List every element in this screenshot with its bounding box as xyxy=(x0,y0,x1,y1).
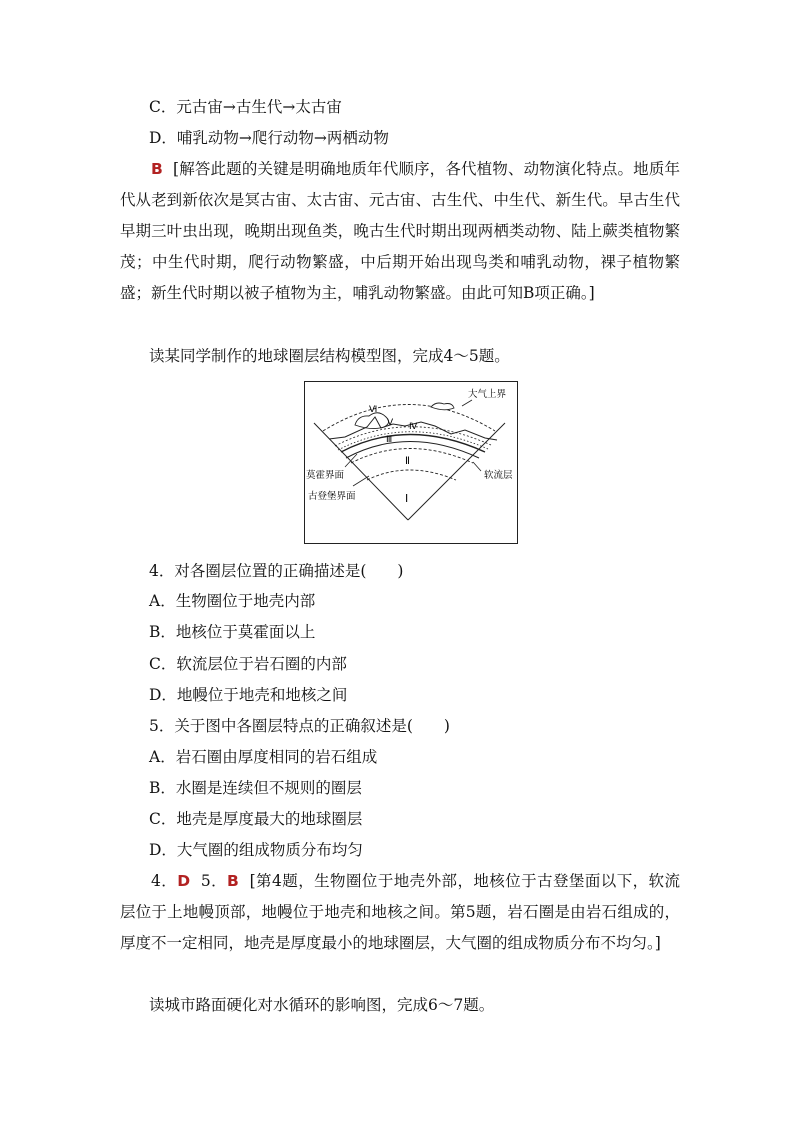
label-layer-iii: Ⅲ xyxy=(386,434,393,444)
q5-option-a: A．岩石圈由厚度相同的岩石组成 xyxy=(149,748,378,766)
q4-stem: 4．对各圈层位置的正确描述是( ) xyxy=(149,562,404,580)
q4-option-a: A．生物圈位于地壳内部 xyxy=(149,592,316,610)
label-asthenosphere: 软流层 xyxy=(484,471,513,481)
label-moho: 莫霍界面 xyxy=(306,471,345,481)
answer-4-letter: D xyxy=(177,872,191,890)
label-gutenberg: 古登堡界面 xyxy=(308,492,356,502)
label-layer-ii: Ⅱ xyxy=(405,456,410,467)
q4-option-b: B．地核位于莫霍面以上 xyxy=(149,623,316,641)
q5-stem: 5．关于图中各圈层特点的正确叙述是( ) xyxy=(149,717,450,735)
q3-explanation: [解答此题的关键是明确地质年代顺序，各代植物、动物演化特点。地质年代从老到新依次是冥古宙、太古宙、元古宙、古生代、中生代、新生代。早古生代早期三叶虫出现，晚期出现鱼类，晚古生代时期出现两栖类动物、陆上蕨类植物繁茂；中生代时期，爬行动物繁盛，中后期开始出现鸟类和哺乳动物，裸子植物繁盛；新生代时期以被子植物为主，哺乳动物繁盛。由此可知B项正确。] xyxy=(120,160,680,302)
q5-option-c: C．地壳是厚度最大的地球圈层 xyxy=(149,810,363,828)
intro-6-7: 读城市路面硬化对水循环的影响图，完成6～7题。 xyxy=(149,996,495,1014)
answer-5-letter: B xyxy=(227,872,239,890)
q3-option-d: D．哺乳动物→爬行动物→两栖动物 xyxy=(149,129,389,147)
label-atmosphere-top: 大气上界 xyxy=(468,390,507,400)
answers-4-5 xyxy=(120,866,680,959)
q4-option-d: D．地幔位于地壳和地核之间 xyxy=(149,686,348,704)
intro-4-5: 读某同学制作的地球圈层结构模型图，完成4～5题。 xyxy=(149,347,510,365)
q3-answer xyxy=(120,154,680,309)
q3-answer-letter: B xyxy=(151,160,163,178)
answers-4-5-explanation: [第4题，生物圈位于地壳外部，地核位于古登堡面以下，软流层位于上地幔顶部，地幔位于地壳和地核之间。第5题，岩石圈是由岩石组成的，厚度不一定相同，地壳是厚度最小的地球圈层，大气圈的组成物质分布不均匀。] xyxy=(120,872,680,952)
label-layer-vi: Ⅵ xyxy=(369,404,378,414)
label-layer-i: Ⅰ xyxy=(405,493,409,505)
label-layer-iv: Ⅳ xyxy=(409,421,418,431)
answer-4-prefix: 4． xyxy=(151,872,178,890)
q5-option-d: D．大气圈的组成物质分布均匀 xyxy=(149,841,363,859)
q4-option-c: C．软流层位于岩石圈的内部 xyxy=(149,655,347,673)
earth-layers-figure xyxy=(304,381,518,544)
label-layer-v: Ⅴ xyxy=(387,417,394,427)
q5-option-b: B．水圈是连续但不规则的圈层 xyxy=(149,779,362,797)
answer-5-prefix: 5． xyxy=(200,872,228,890)
q3-option-c: C．元古宙→古生代→太古宙 xyxy=(149,98,342,116)
